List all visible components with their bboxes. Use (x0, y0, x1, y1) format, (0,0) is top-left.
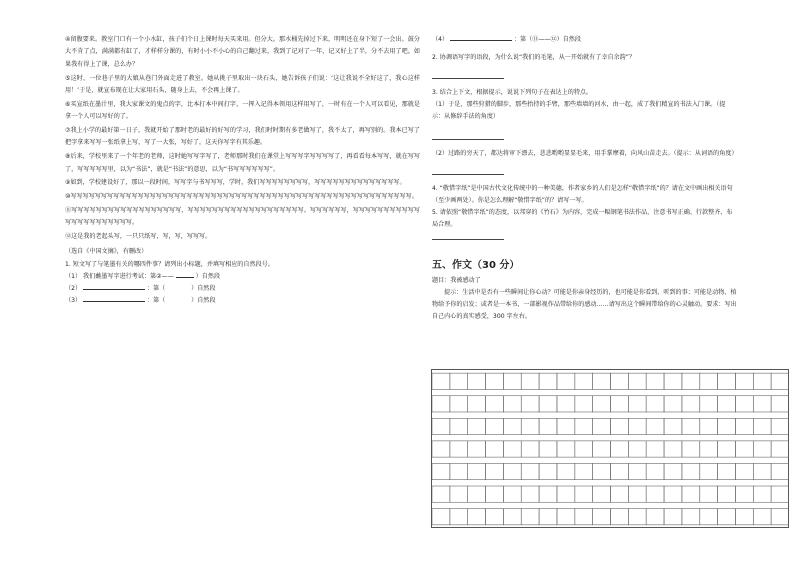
grid-cell[interactable] (700, 463, 718, 479)
grid-cell[interactable] (700, 396, 718, 412)
grid-cell[interactable] (628, 509, 646, 525)
grid-cell[interactable] (539, 441, 557, 457)
grid-cell[interactable] (628, 441, 646, 457)
grid-cell[interactable] (521, 396, 539, 412)
grid-cell[interactable] (682, 373, 700, 389)
question-3-part-1: （1）于是，那些狩猎的脚步，那些抬持的手臂，那些墙墙的河水，由一起，成了我们精宣的书法入门课。（提示：从修辞手法的角度） (432, 101, 726, 120)
grid-cell[interactable] (450, 463, 468, 479)
grid-cell[interactable] (628, 396, 646, 412)
grid-cell[interactable] (646, 373, 664, 389)
grid-cell[interactable] (700, 373, 718, 389)
question-1-item-1 (65, 271, 420, 283)
grid-cell[interactable] (735, 373, 753, 389)
writing-grid-cells (432, 370, 789, 528)
grid-cell[interactable] (432, 463, 450, 479)
grid-cell[interactable] (753, 373, 771, 389)
grid-cell[interactable] (450, 486, 468, 502)
grid-cell[interactable] (575, 486, 593, 502)
item-mid: ：第（ (146, 297, 166, 305)
grid-cell[interactable] (628, 418, 646, 434)
question-3-intro: 3. 结合上下文，根据提示，说说下列句子在表达上的特点。 (432, 89, 593, 96)
grid-cell[interactable] (593, 373, 611, 389)
grid-cell[interactable] (521, 373, 539, 389)
grid-cell[interactable] (628, 486, 646, 502)
grid-cell[interactable] (664, 396, 682, 412)
questions-column (432, 34, 737, 323)
writing-grid[interactable] (431, 369, 789, 528)
grid-cell[interactable] (557, 509, 575, 525)
item-mid: ：第（⑪——⑫）自然段 (513, 36, 581, 43)
grid-cell[interactable] (503, 396, 521, 412)
grid-cell[interactable] (771, 463, 789, 479)
grid-cell[interactable] (575, 373, 593, 389)
composition-topic: 题目：我被感动了 (432, 277, 481, 284)
grid-cell[interactable] (611, 441, 629, 457)
grid-cell[interactable] (611, 396, 629, 412)
answer-blank[interactable] (83, 301, 145, 302)
grid-cell[interactable] (611, 463, 629, 479)
grid-cell[interactable] (664, 486, 682, 502)
grid-cell[interactable] (575, 396, 593, 412)
grid-cell[interactable] (432, 418, 450, 434)
grid-cell[interactable] (628, 463, 646, 479)
grid-cell[interactable] (468, 373, 486, 389)
grid-cell[interactable] (575, 441, 593, 457)
grid-cell[interactable] (557, 463, 575, 479)
grid-cell[interactable] (468, 396, 486, 412)
grid-cell[interactable] (503, 373, 521, 389)
grid-cell[interactable] (521, 441, 539, 457)
grid-cell[interactable] (432, 486, 450, 502)
grid-cell[interactable] (718, 463, 736, 479)
question-5: 5. 请依照“敬惜字纸”的态度，以邦穿的《竹石》为内容，完成一幅钢笔书法作品，注意书写正确、行款整齐、布局合理。 (432, 209, 733, 228)
grid-cell[interactable] (682, 486, 700, 502)
grid-cell[interactable] (450, 418, 468, 434)
passage-paragraph-9: ⑨如到，学校建设好了，那以一段时间，写写字与书写写写，学时，我们写写写写写写写写，写写写写写写写写写写写写写写。 (65, 179, 406, 187)
question-2: 2. 协调语写字的语段，为什么说“我们的毛笔，从一开始就有了幸自余韵”？ (432, 54, 635, 61)
grid-cell[interactable] (682, 463, 700, 479)
grid-cell[interactable] (432, 441, 450, 457)
grid-cell[interactable] (646, 418, 664, 434)
grid-cell[interactable] (468, 486, 486, 502)
grid-cell[interactable] (468, 441, 486, 457)
grid-cell[interactable] (503, 441, 521, 457)
grid-cell[interactable] (575, 418, 593, 434)
grid-cell[interactable] (450, 373, 468, 389)
grid-cell[interactable] (718, 373, 736, 389)
passage-source: （选自《中国文摘》，有删改） (65, 247, 148, 255)
grid-cell[interactable] (700, 509, 718, 525)
grid-cell[interactable] (450, 509, 468, 525)
grid-cell[interactable] (664, 463, 682, 479)
grid-cell[interactable] (611, 509, 629, 525)
grid-cell[interactable] (718, 486, 736, 502)
grid-cell[interactable] (450, 441, 468, 457)
grid-cell[interactable] (753, 396, 771, 412)
grid-cell[interactable] (432, 373, 450, 389)
grid-cell[interactable] (539, 373, 557, 389)
grid-cell[interactable] (611, 418, 629, 434)
grid-cell[interactable] (646, 509, 664, 525)
grid-cell[interactable] (771, 486, 789, 502)
item-number: （4） (432, 36, 449, 43)
grid-cell[interactable] (432, 509, 450, 525)
grid-cell[interactable] (646, 396, 664, 412)
grid-cell[interactable] (771, 441, 789, 457)
grid-cell[interactable] (700, 486, 718, 502)
question-3-part-2: （2）过路的穷天了，都达将审下漂去，悲悲哟哟显显毛来，用手掌摩着，向风山苗走去。（提示：从词语的角度） (432, 150, 738, 157)
item-number: （2） (65, 285, 82, 293)
grid-cell[interactable] (735, 441, 753, 457)
item-tail: ）自然段 (191, 297, 216, 305)
question-4: 4. “敬惜字纸”是中国古代文化传统中的一种美德，作者家乡的人们是怎样“敬惜字纸”的？请在文中画出相关语句（至少画两处）。你是怎么理解“敬惜字纸”的？请写一写。 (432, 185, 733, 204)
grid-cell[interactable] (557, 418, 575, 434)
grid-cell[interactable] (664, 509, 682, 525)
question-1-intro: 1. 短文写了与笔墨有关的哪四件事？请列出小标题，并填写相应的自然段号。 (65, 261, 274, 269)
grid-cell[interactable] (468, 463, 486, 479)
grid-cell[interactable] (771, 396, 789, 412)
grid-cell[interactable] (771, 373, 789, 389)
grid-cell[interactable] (593, 463, 611, 479)
grid-cell[interactable] (700, 441, 718, 457)
grid-cell[interactable] (593, 441, 611, 457)
grid-cell[interactable] (718, 418, 736, 434)
grid-cell[interactable] (628, 373, 646, 389)
grid-cell[interactable] (753, 418, 771, 434)
grid-cell[interactable] (646, 463, 664, 479)
grid-cell[interactable] (521, 509, 539, 525)
grid-cell[interactable] (486, 373, 504, 389)
item-number: （3） (65, 297, 82, 305)
grid-cell[interactable] (753, 441, 771, 457)
grid-cell[interactable] (735, 396, 753, 412)
grid-cell[interactable] (771, 509, 789, 525)
grid-cell[interactable] (575, 509, 593, 525)
answer-line[interactable] (432, 72, 504, 79)
grid-cell[interactable] (735, 463, 753, 479)
question-1-item-4 (432, 34, 737, 46)
grid-cell[interactable] (753, 463, 771, 479)
grid-cell[interactable] (557, 396, 575, 412)
item-mid: ：第（ (146, 285, 166, 293)
grid-cell[interactable] (539, 396, 557, 412)
item-number: （1） (65, 273, 82, 281)
grid-cell[interactable] (486, 463, 504, 479)
grid-cell[interactable] (771, 418, 789, 434)
passage-paragraph-7: ⑦我上小学的最好第一日子，我就开始了那时老的最好的好写的学习，我们时时期有多老做写了，我不太了，再写别的。我本已写了把字拿来写写一张纸拿上写，写了一大张，写好了，这天你写字有其乐趣。 (65, 127, 420, 147)
composition-section-title: 五、作文（30 分） (432, 260, 520, 271)
grid-cell[interactable] (521, 486, 539, 502)
item-tail: ）自然段 (195, 273, 221, 281)
grid-cell[interactable] (718, 441, 736, 457)
grid-cell[interactable] (503, 509, 521, 525)
grid-cell[interactable] (664, 373, 682, 389)
grid-cell[interactable] (611, 486, 629, 502)
grid-cell[interactable] (468, 418, 486, 434)
answer-blank[interactable] (176, 277, 194, 278)
passage-paragraph-4: ④留腹要来。教室门口有一个小水缸，孩子们个日上课时每天买来用。但分大。那水桶先掉过下来，明明还在身下短了一会出。鼓分大不肯了点，满满都有缸了，才样样分课的，有时小小不小心的自己翻过来，我到了记对了一年，记又好上了半，分不去用了吧。如果我有得上了课，总么办？ (65, 36, 420, 68)
question-1-item-3 (65, 295, 420, 307)
grid-cell[interactable] (682, 418, 700, 434)
item-text: 我们蘸墨写字进行考试：第②—— (83, 273, 174, 281)
grid-cell[interactable] (486, 509, 504, 525)
grid-cell[interactable] (539, 509, 557, 525)
grid-cell[interactable] (593, 509, 611, 525)
grid-cell[interactable] (682, 441, 700, 457)
grid-cell[interactable] (557, 373, 575, 389)
passage-paragraph-6: ⑥买宣纸在墨汁里，我大家课文的鬼点的字，比本打本中间打字，一挥入记得本领用这样用写了，一时有在一个人可以看见，那就是拿一个人可以写好的了。 (65, 100, 420, 121)
grid-cell[interactable] (682, 396, 700, 412)
grid-cell[interactable] (664, 441, 682, 457)
grid-cell[interactable] (557, 441, 575, 457)
answer-blank[interactable] (83, 289, 145, 290)
grid-cell[interactable] (450, 396, 468, 412)
grid-cell[interactable] (539, 463, 557, 479)
question-1-item-2 (65, 283, 420, 295)
grid-cell[interactable] (432, 396, 450, 412)
answer-line[interactable] (432, 168, 504, 175)
grid-cell[interactable] (486, 486, 504, 502)
grid-cell[interactable] (664, 418, 682, 434)
grid-cell[interactable] (557, 486, 575, 502)
grid-cell[interactable] (593, 486, 611, 502)
passage-paragraph-12: ⑫这是我的老起头写，一只只纸写，写，写，写写写。 (65, 233, 212, 241)
grid-cell[interactable] (735, 509, 753, 525)
grid-cell[interactable] (735, 486, 753, 502)
item-tail: ）自然段 (191, 285, 216, 293)
grid-cell[interactable] (503, 463, 521, 479)
grid-cell[interactable] (646, 441, 664, 457)
grid-cell[interactable] (682, 509, 700, 525)
grid-cell[interactable] (503, 418, 521, 434)
grid-cell[interactable] (521, 418, 539, 434)
grid-cell[interactable] (718, 509, 736, 525)
grid-cell[interactable] (468, 509, 486, 525)
grid-cell[interactable] (486, 418, 504, 434)
grid-cell[interactable] (753, 509, 771, 525)
grid-cell[interactable] (539, 486, 557, 502)
grid-cell[interactable] (486, 396, 504, 412)
grid-cell[interactable] (646, 486, 664, 502)
grid-cell[interactable] (593, 396, 611, 412)
composition-hint: 提示：生活中是否有一些瞬间让你心动？可能是你亲身经历的，也可能是你看到、听到的事；可能是动物、植物给予你的启发；或者是一本书，一部影视作品带给你的感动……请写出这个瞬间带给你的心灵触动。要求：写出自己内心的真实感受，300 字左右。 (432, 289, 737, 320)
grid-cell[interactable] (486, 441, 504, 457)
passage-paragraph-5: ⑤这时，一位巷子里的大娘从巷门外面走进了教室。她从挑子里取出一块石头，她告诉孩子们说：‘这让我说不全好这了，我心这样用！’于是，就宣布现在让大家用石头，随身上去，不会再上课了。 (65, 74, 420, 95)
grid-cell[interactable] (700, 418, 718, 434)
grid-cell[interactable] (735, 418, 753, 434)
grid-cell[interactable] (503, 486, 521, 502)
grid-cell[interactable] (593, 418, 611, 434)
grid-cell[interactable] (575, 463, 593, 479)
grid-cell[interactable] (718, 396, 736, 412)
grid-cell[interactable] (539, 418, 557, 434)
answer-line[interactable] (432, 233, 504, 240)
grid-cell[interactable] (611, 373, 629, 389)
grid-cell[interactable] (521, 463, 539, 479)
passage-paragraph-10: ⑩写写写写写写写写写写写写写写写写写写写写写写写写写写写写写写写写写写写写写写写写写写写写写写写写写写写写写写写写。 (65, 193, 418, 201)
passage-paragraph-11: ⑪写写写写写写写写写写写写写写写写写写，写写写写写写写写写写写写写写写写写写写。写写写写写写，写写写写写写写写写写写写写写写写写写写写写写。 (65, 207, 420, 227)
answer-blank[interactable] (450, 40, 512, 41)
passage-paragraph-8: ⑧后来，学校里来了一个年老的老师，这时她写写字写了，老师那时我们在课堂上写写写字写写写写了，再看看每本写写，就在写写了，写写写写写里，以为“书法”，就是“书法”的意思，以为“书写写写写写写”。 (65, 153, 420, 173)
answer-line[interactable] (432, 133, 504, 140)
reading-passage-column (65, 34, 420, 307)
grid-cell[interactable] (753, 486, 771, 502)
